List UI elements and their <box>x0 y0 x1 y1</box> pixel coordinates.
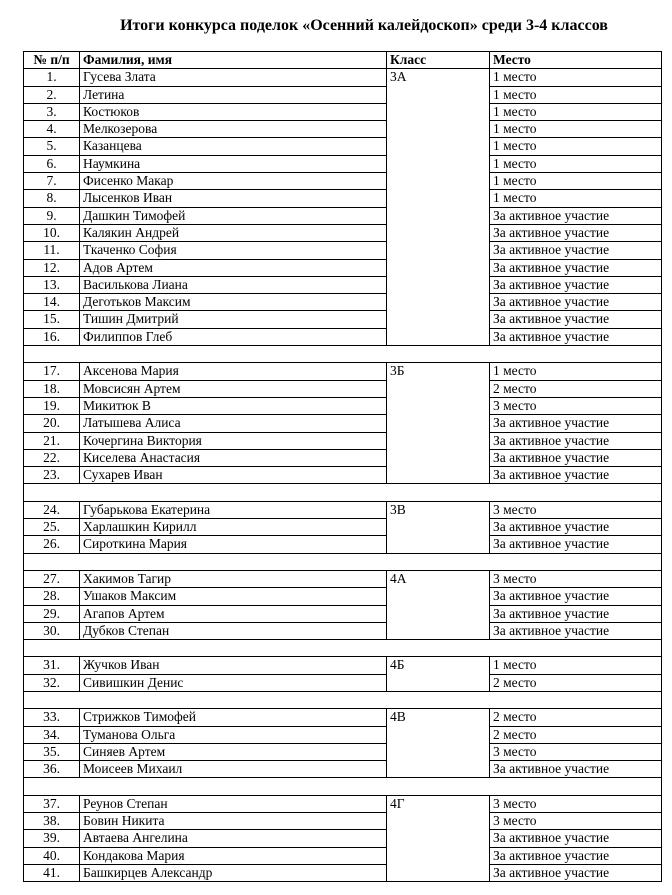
table-row <box>24 276 662 293</box>
table-row <box>24 761 662 778</box>
spacer-cell <box>24 778 662 795</box>
table-row <box>24 726 662 743</box>
row-number: 36. <box>24 761 80 778</box>
table-row <box>24 830 662 847</box>
row-number: 3. <box>24 103 80 120</box>
row-number: 33. <box>24 709 80 726</box>
row-number: 16. <box>24 328 80 345</box>
header-place: Место <box>490 52 662 69</box>
place-cell: 3 место <box>490 795 662 812</box>
group-spacer-row <box>24 691 662 708</box>
group-spacer-row <box>24 484 662 501</box>
place-cell: За активное участие <box>490 415 662 432</box>
table-row <box>24 588 662 605</box>
place-cell: За активное участие <box>490 259 662 276</box>
place-cell: 3 место <box>490 501 662 518</box>
row-number: 11. <box>24 242 80 259</box>
student-name: Летина <box>80 86 387 103</box>
table-row <box>24 190 662 207</box>
place-cell: 1 место <box>490 69 662 86</box>
student-name: Лысенков Иван <box>80 190 387 207</box>
student-name: Сивишкин Денис <box>80 674 387 691</box>
table-row <box>24 605 662 622</box>
table-row <box>24 570 662 587</box>
place-cell: За активное участие <box>490 224 662 241</box>
group-spacer-row <box>24 778 662 795</box>
place-cell: 1 место <box>490 657 662 674</box>
place-cell: За активное участие <box>490 847 662 864</box>
student-name: Киселева Анастасия <box>80 449 387 466</box>
spacer-cell <box>24 484 662 501</box>
table-row <box>24 501 662 518</box>
place-cell: 1 место <box>490 155 662 172</box>
table-row <box>24 242 662 259</box>
group-spacer-row <box>24 346 662 363</box>
table-row <box>24 207 662 224</box>
student-name: Хакимов Тагир <box>80 570 387 587</box>
table-row <box>24 138 662 155</box>
table-row <box>24 622 662 639</box>
table-row <box>24 432 662 449</box>
place-cell: За активное участие <box>490 294 662 311</box>
table-row <box>24 864 662 881</box>
row-number: 29. <box>24 605 80 622</box>
student-name: Костюков <box>80 103 387 120</box>
table-row <box>24 224 662 241</box>
student-name: Адов Артем <box>80 259 387 276</box>
place-cell: За активное участие <box>490 536 662 553</box>
results-body <box>24 69 662 882</box>
group-spacer-row <box>24 553 662 570</box>
place-cell: 3 место <box>490 743 662 760</box>
student-name: Аксенова Мария <box>80 363 387 380</box>
student-name: Сухарев Иван <box>80 467 387 484</box>
spacer-cell <box>24 553 662 570</box>
class-cell: 3А <box>387 69 490 346</box>
row-number: 26. <box>24 536 80 553</box>
row-number: 31. <box>24 657 80 674</box>
student-name: Харлашкин Кирилл <box>80 519 387 536</box>
place-cell: 1 место <box>490 173 662 190</box>
row-number: 19. <box>24 397 80 414</box>
table-row <box>24 847 662 864</box>
row-number: 25. <box>24 519 80 536</box>
table-row <box>24 415 662 432</box>
table-row <box>24 467 662 484</box>
place-cell: За активное участие <box>490 328 662 345</box>
place-cell: За активное участие <box>490 432 662 449</box>
row-number: 37. <box>24 795 80 812</box>
student-name: Наумкина <box>80 155 387 172</box>
page-title: Итоги конкурса поделок «Осенний калейдоскоп» среди 3-4 классов <box>120 17 608 34</box>
row-number: 39. <box>24 830 80 847</box>
table-row <box>24 103 662 120</box>
place-cell: 1 место <box>490 190 662 207</box>
place-cell: 1 место <box>490 103 662 120</box>
row-number: 17. <box>24 363 80 380</box>
place-cell: За активное участие <box>490 761 662 778</box>
table-row <box>24 813 662 830</box>
table-row <box>24 743 662 760</box>
row-number: 27. <box>24 570 80 587</box>
student-name: Василькова Лиана <box>80 276 387 293</box>
student-name: Синяев Артем <box>80 743 387 760</box>
table-row <box>24 536 662 553</box>
row-number: 23. <box>24 467 80 484</box>
student-name: Ушаков Максим <box>80 588 387 605</box>
class-cell: 3Б <box>387 363 490 484</box>
student-name: Губарькова Екатерина <box>80 501 387 518</box>
place-cell: За активное участие <box>490 519 662 536</box>
row-number: 10. <box>24 224 80 241</box>
student-name: Автаева Ангелина <box>80 830 387 847</box>
place-cell: За активное участие <box>490 467 662 484</box>
table-row <box>24 449 662 466</box>
table-row <box>24 69 662 86</box>
table-row <box>24 674 662 691</box>
row-number: 40. <box>24 847 80 864</box>
row-number: 28. <box>24 588 80 605</box>
row-number: 22. <box>24 449 80 466</box>
place-cell: За активное участие <box>490 207 662 224</box>
row-number: 13. <box>24 276 80 293</box>
place-cell: За активное участие <box>490 242 662 259</box>
place-cell: За активное участие <box>490 588 662 605</box>
group-spacer-row <box>24 640 662 657</box>
student-name: Филиппов Глеб <box>80 328 387 345</box>
table-row <box>24 86 662 103</box>
place-cell: 3 место <box>490 570 662 587</box>
header-name: Фамилия, имя <box>80 52 387 69</box>
class-cell: 3В <box>387 501 490 553</box>
row-number: 15. <box>24 311 80 328</box>
place-cell: 2 место <box>490 726 662 743</box>
place-cell: 1 место <box>490 86 662 103</box>
student-name: Реунов Степан <box>80 795 387 812</box>
table-row <box>24 259 662 276</box>
class-cell: 4А <box>387 570 490 639</box>
student-name: Калякин Андрей <box>80 224 387 241</box>
spacer-cell <box>24 346 662 363</box>
place-cell: 1 место <box>490 363 662 380</box>
table-row <box>24 121 662 138</box>
row-number: 18. <box>24 380 80 397</box>
table-row <box>24 657 662 674</box>
student-name: Стрижков Тимофей <box>80 709 387 726</box>
student-name: Деготьков Максим <box>80 294 387 311</box>
header-row <box>24 52 662 69</box>
student-name: Мовсисян Артем <box>80 380 387 397</box>
table-row <box>24 328 662 345</box>
student-name: Кондакова Мария <box>80 847 387 864</box>
place-cell: За активное участие <box>490 622 662 639</box>
student-name: Кочергина Виктория <box>80 432 387 449</box>
table-row <box>24 380 662 397</box>
row-number: 8. <box>24 190 80 207</box>
results-table <box>23 51 662 882</box>
row-number: 34. <box>24 726 80 743</box>
class-cell: 4Г <box>387 795 490 881</box>
student-name: Бовин Никита <box>80 813 387 830</box>
row-number: 38. <box>24 813 80 830</box>
student-name: Мелкозерова <box>80 121 387 138</box>
row-number: 21. <box>24 432 80 449</box>
table-row <box>24 709 662 726</box>
place-cell: 3 место <box>490 397 662 414</box>
row-number: 5. <box>24 138 80 155</box>
row-number: 9. <box>24 207 80 224</box>
header-num: № п/п <box>24 52 80 69</box>
row-number: 4. <box>24 121 80 138</box>
student-name: Дашкин Тимофей <box>80 207 387 224</box>
place-cell: За активное участие <box>490 311 662 328</box>
table-row <box>24 363 662 380</box>
table-row <box>24 155 662 172</box>
student-name: Туманова Ольга <box>80 726 387 743</box>
place-cell: За активное участие <box>490 449 662 466</box>
spacer-cell <box>24 691 662 708</box>
table-row <box>24 397 662 414</box>
student-name: Агапов Артем <box>80 605 387 622</box>
place-cell: 2 место <box>490 709 662 726</box>
student-name: Гусева Злата <box>80 69 387 86</box>
place-cell: 3 место <box>490 813 662 830</box>
place-cell: За активное участие <box>490 276 662 293</box>
row-number: 24. <box>24 501 80 518</box>
header-class: Класс <box>387 52 490 69</box>
place-cell: 1 место <box>490 138 662 155</box>
class-cell: 4Б <box>387 657 490 692</box>
row-number: 1. <box>24 69 80 86</box>
place-cell: 2 место <box>490 380 662 397</box>
table-row <box>24 294 662 311</box>
table-row <box>24 311 662 328</box>
row-number: 30. <box>24 622 80 639</box>
student-name: Латышева Алиса <box>80 415 387 432</box>
row-number: 7. <box>24 173 80 190</box>
place-cell: За активное участие <box>490 605 662 622</box>
student-name: Моисеев Михаил <box>80 761 387 778</box>
row-number: 6. <box>24 155 80 172</box>
place-cell: 2 место <box>490 674 662 691</box>
student-name: Жучков Иван <box>80 657 387 674</box>
student-name: Казанцева <box>80 138 387 155</box>
place-cell: 1 место <box>490 121 662 138</box>
row-number: 2. <box>24 86 80 103</box>
table-row <box>24 795 662 812</box>
row-number: 12. <box>24 259 80 276</box>
row-number: 20. <box>24 415 80 432</box>
student-name: Ткаченко София <box>80 242 387 259</box>
spacer-cell <box>24 640 662 657</box>
student-name: Сироткина Мария <box>80 536 387 553</box>
place-cell: За активное участие <box>490 864 662 881</box>
class-cell: 4В <box>387 709 490 778</box>
place-cell: За активное участие <box>490 830 662 847</box>
student-name: Фисенко Макар <box>80 173 387 190</box>
table-row <box>24 519 662 536</box>
student-name: Башкирцев Александр <box>80 864 387 881</box>
row-number: 32. <box>24 674 80 691</box>
student-name: Тишин Дмитрий <box>80 311 387 328</box>
row-number: 14. <box>24 294 80 311</box>
student-name: Дубков Степан <box>80 622 387 639</box>
row-number: 35. <box>24 743 80 760</box>
student-name: Микитюк В <box>80 397 387 414</box>
table-row <box>24 173 662 190</box>
row-number: 41. <box>24 864 80 881</box>
